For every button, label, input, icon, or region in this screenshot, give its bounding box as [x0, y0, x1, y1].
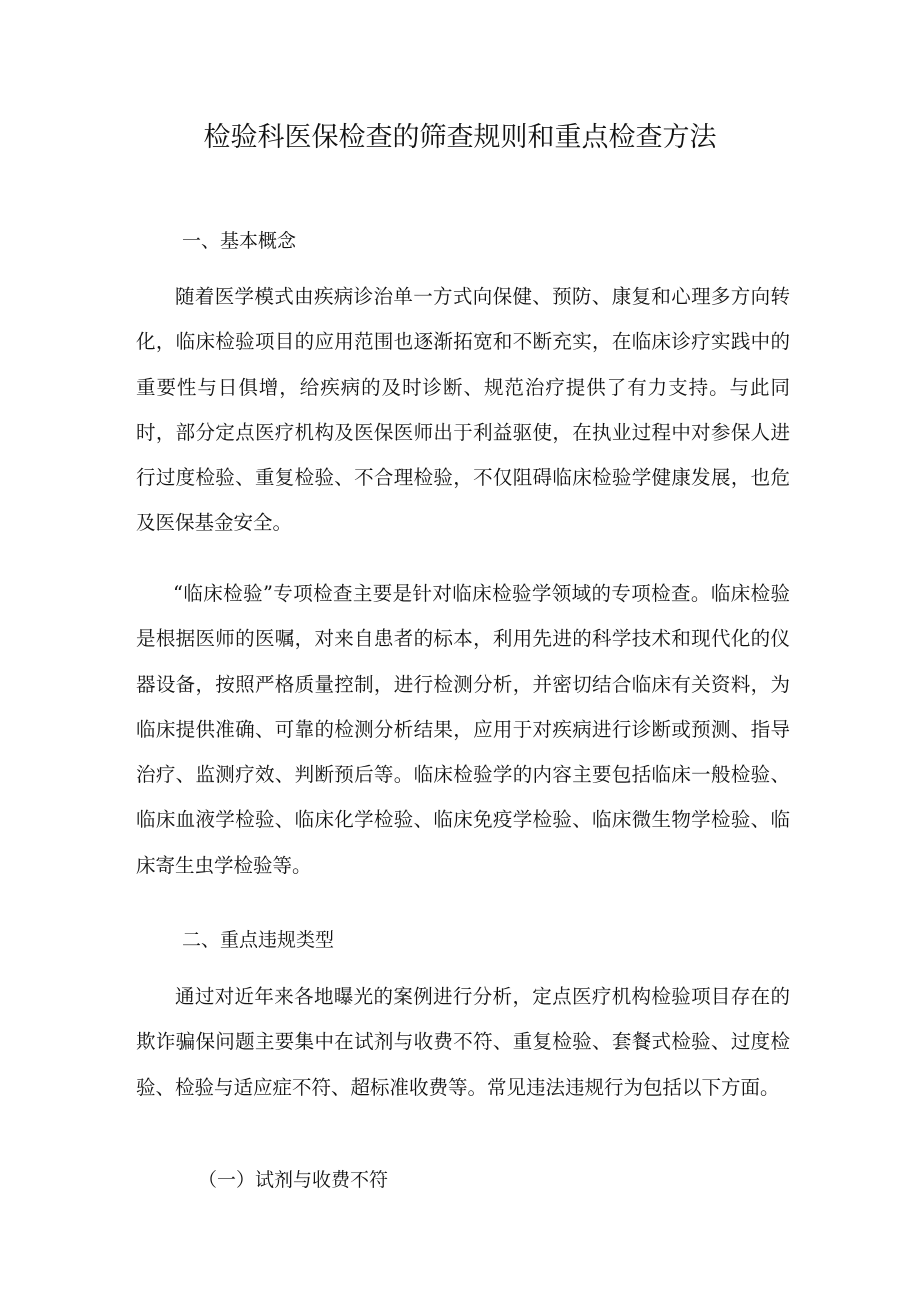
section-heading-key-violations: 二、重点违规类型	[182, 929, 335, 951]
subsection-heading-reagent-mismatch: （一）试剂与收费不符	[198, 1169, 389, 1191]
paragraph-medical-model: 随着医学模式由疾病诊治单一方式向保健、预防、康复和心理多方向转化，临床检验项目的应用范围也逐渐拓宽和不断充实，在临床诊疗实践中的重要性与日俱增，给疾病的及时诊断、规范治疗提供了有力支持。与此同时，部分定点医疗机构及医保医师出于利益驱使，在执业过程中对参保人进行过度检验、重复检验、不合理检验，不仅阻碍临床检验学健康发展，也危及医保基金安全。	[136, 285, 790, 535]
section-heading-basic-concepts: 一、基本概念	[182, 230, 297, 252]
document-title: 检验科医保检查的筛查规则和重点检查方法	[203, 122, 717, 153]
paragraph-violation-analysis: 通过对近年来各地曝光的案例进行分析，定点医疗机构检验项目存在的欺诈骗保问题主要集中在试剂与收费不符、重复检验、套餐式检验、过度检验、检验与适应症不符、超标准收费等。常见违法违规行为包括以下方面。	[136, 985, 790, 1099]
paragraph-clinical-testing-definition: “临床检验”专项检查主要是针对临床检验学领域的专项检查。临床检验是根据医师的医嘱，对来自患者的标本，利用先进的科学技术和现代化的仪器设备，按照严格质量控制，进行检测分析，并密切结合临床有关资料，为临床提供准确、可靠的检测分析结果，应用于对疾病进行诊断或预测、指导治疗、监测疗效、判断预后等。临床检验学的内容主要包括临床一般检验、临床血液学检验、临床化学检验、临床免疫学检验、临床微生物学检验、临床寄生虫学检验等。	[136, 582, 790, 877]
